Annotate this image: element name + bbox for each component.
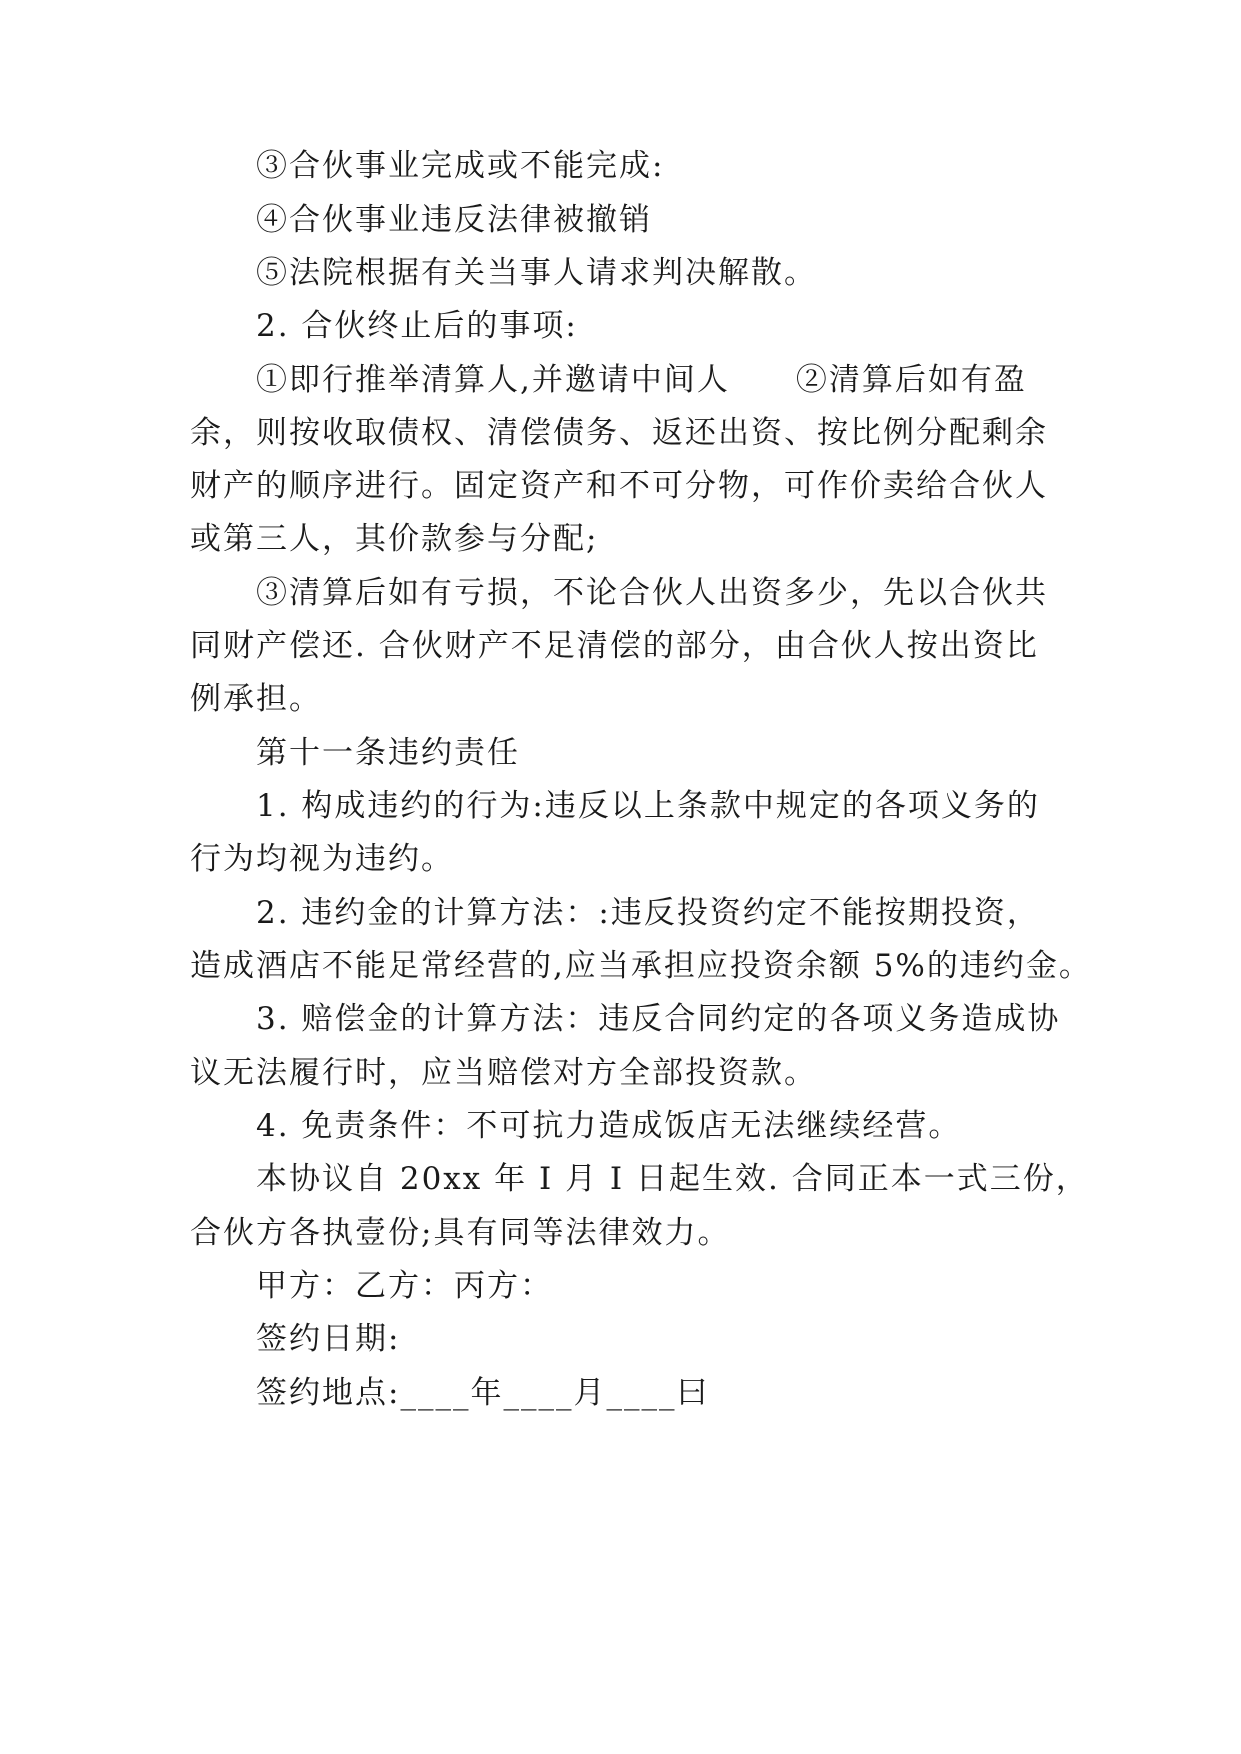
paragraph-line: 合伙方各执壹份;具有同等法律效力。 <box>190 1215 731 1251</box>
paragraph-line: ①即行推举清算人,并邀请中间人 ②清算后如有盈 <box>256 362 1027 398</box>
paragraph-line: ④合伙事业违反法律被撤销 <box>256 202 652 238</box>
paragraph-line: 本协议自 20xx 年 I 月 I 日起生效. 合同正本一式三份， <box>256 1161 1089 1197</box>
paragraph-line: 3. 赔偿金的计算方法：违反合同约定的各项义务造成协 <box>256 1001 1061 1037</box>
paragraph-line: 余，则按收取债权、清偿债务、返还出资、按比例分配剩余 <box>190 415 1048 451</box>
signing-place: 签约地点:____年____月____曰 <box>256 1375 710 1411</box>
paragraph-line: 行为均视为违约。 <box>190 841 454 877</box>
paragraph-line: ③合伙事业完成或不能完成: <box>256 148 665 184</box>
section-heading: 第十一条违约责任 <box>256 735 520 771</box>
paragraph-line: 财产的顺序进行。固定资产和不可分物，可作价卖给合伙人 <box>190 468 1048 504</box>
signature-parties: 甲方：乙方：丙方： <box>256 1268 553 1304</box>
paragraph-line: 1. 构成违约的行为:违反以上条款中规定的各项义务的 <box>256 788 1040 824</box>
paragraph-line: 议无法履行时，应当赔偿对方全部投资款。 <box>190 1055 817 1091</box>
paragraph-line: 4. 免责条件：不可抗力造成饭店无法继续经营。 <box>256 1108 962 1144</box>
paragraph-line: 例承担。 <box>190 681 322 717</box>
signing-date: 签约日期: <box>256 1321 401 1357</box>
paragraph-line: 造成酒店不能足常经营的,应当承担应投资余额 5%的违约金。 <box>190 948 1092 984</box>
paragraph-line: 2. 违约金的计算方法：:违反投资约定不能按期投资， <box>256 895 1040 931</box>
paragraph-line: 2. 合伙终止后的事项: <box>256 308 578 344</box>
paragraph-line: ③清算后如有亏损，不论合伙人出资多少，先以合伙共 <box>256 575 1048 611</box>
paragraph-line: ⑤法院根据有关当事人请求判决解散。 <box>256 255 817 291</box>
paragraph-line: 同财产偿还. 合伙财产不足清偿的部分，由合伙人按出资比 <box>190 628 1039 664</box>
paragraph-line: 或第三人，其价款参与分配; <box>190 521 599 557</box>
